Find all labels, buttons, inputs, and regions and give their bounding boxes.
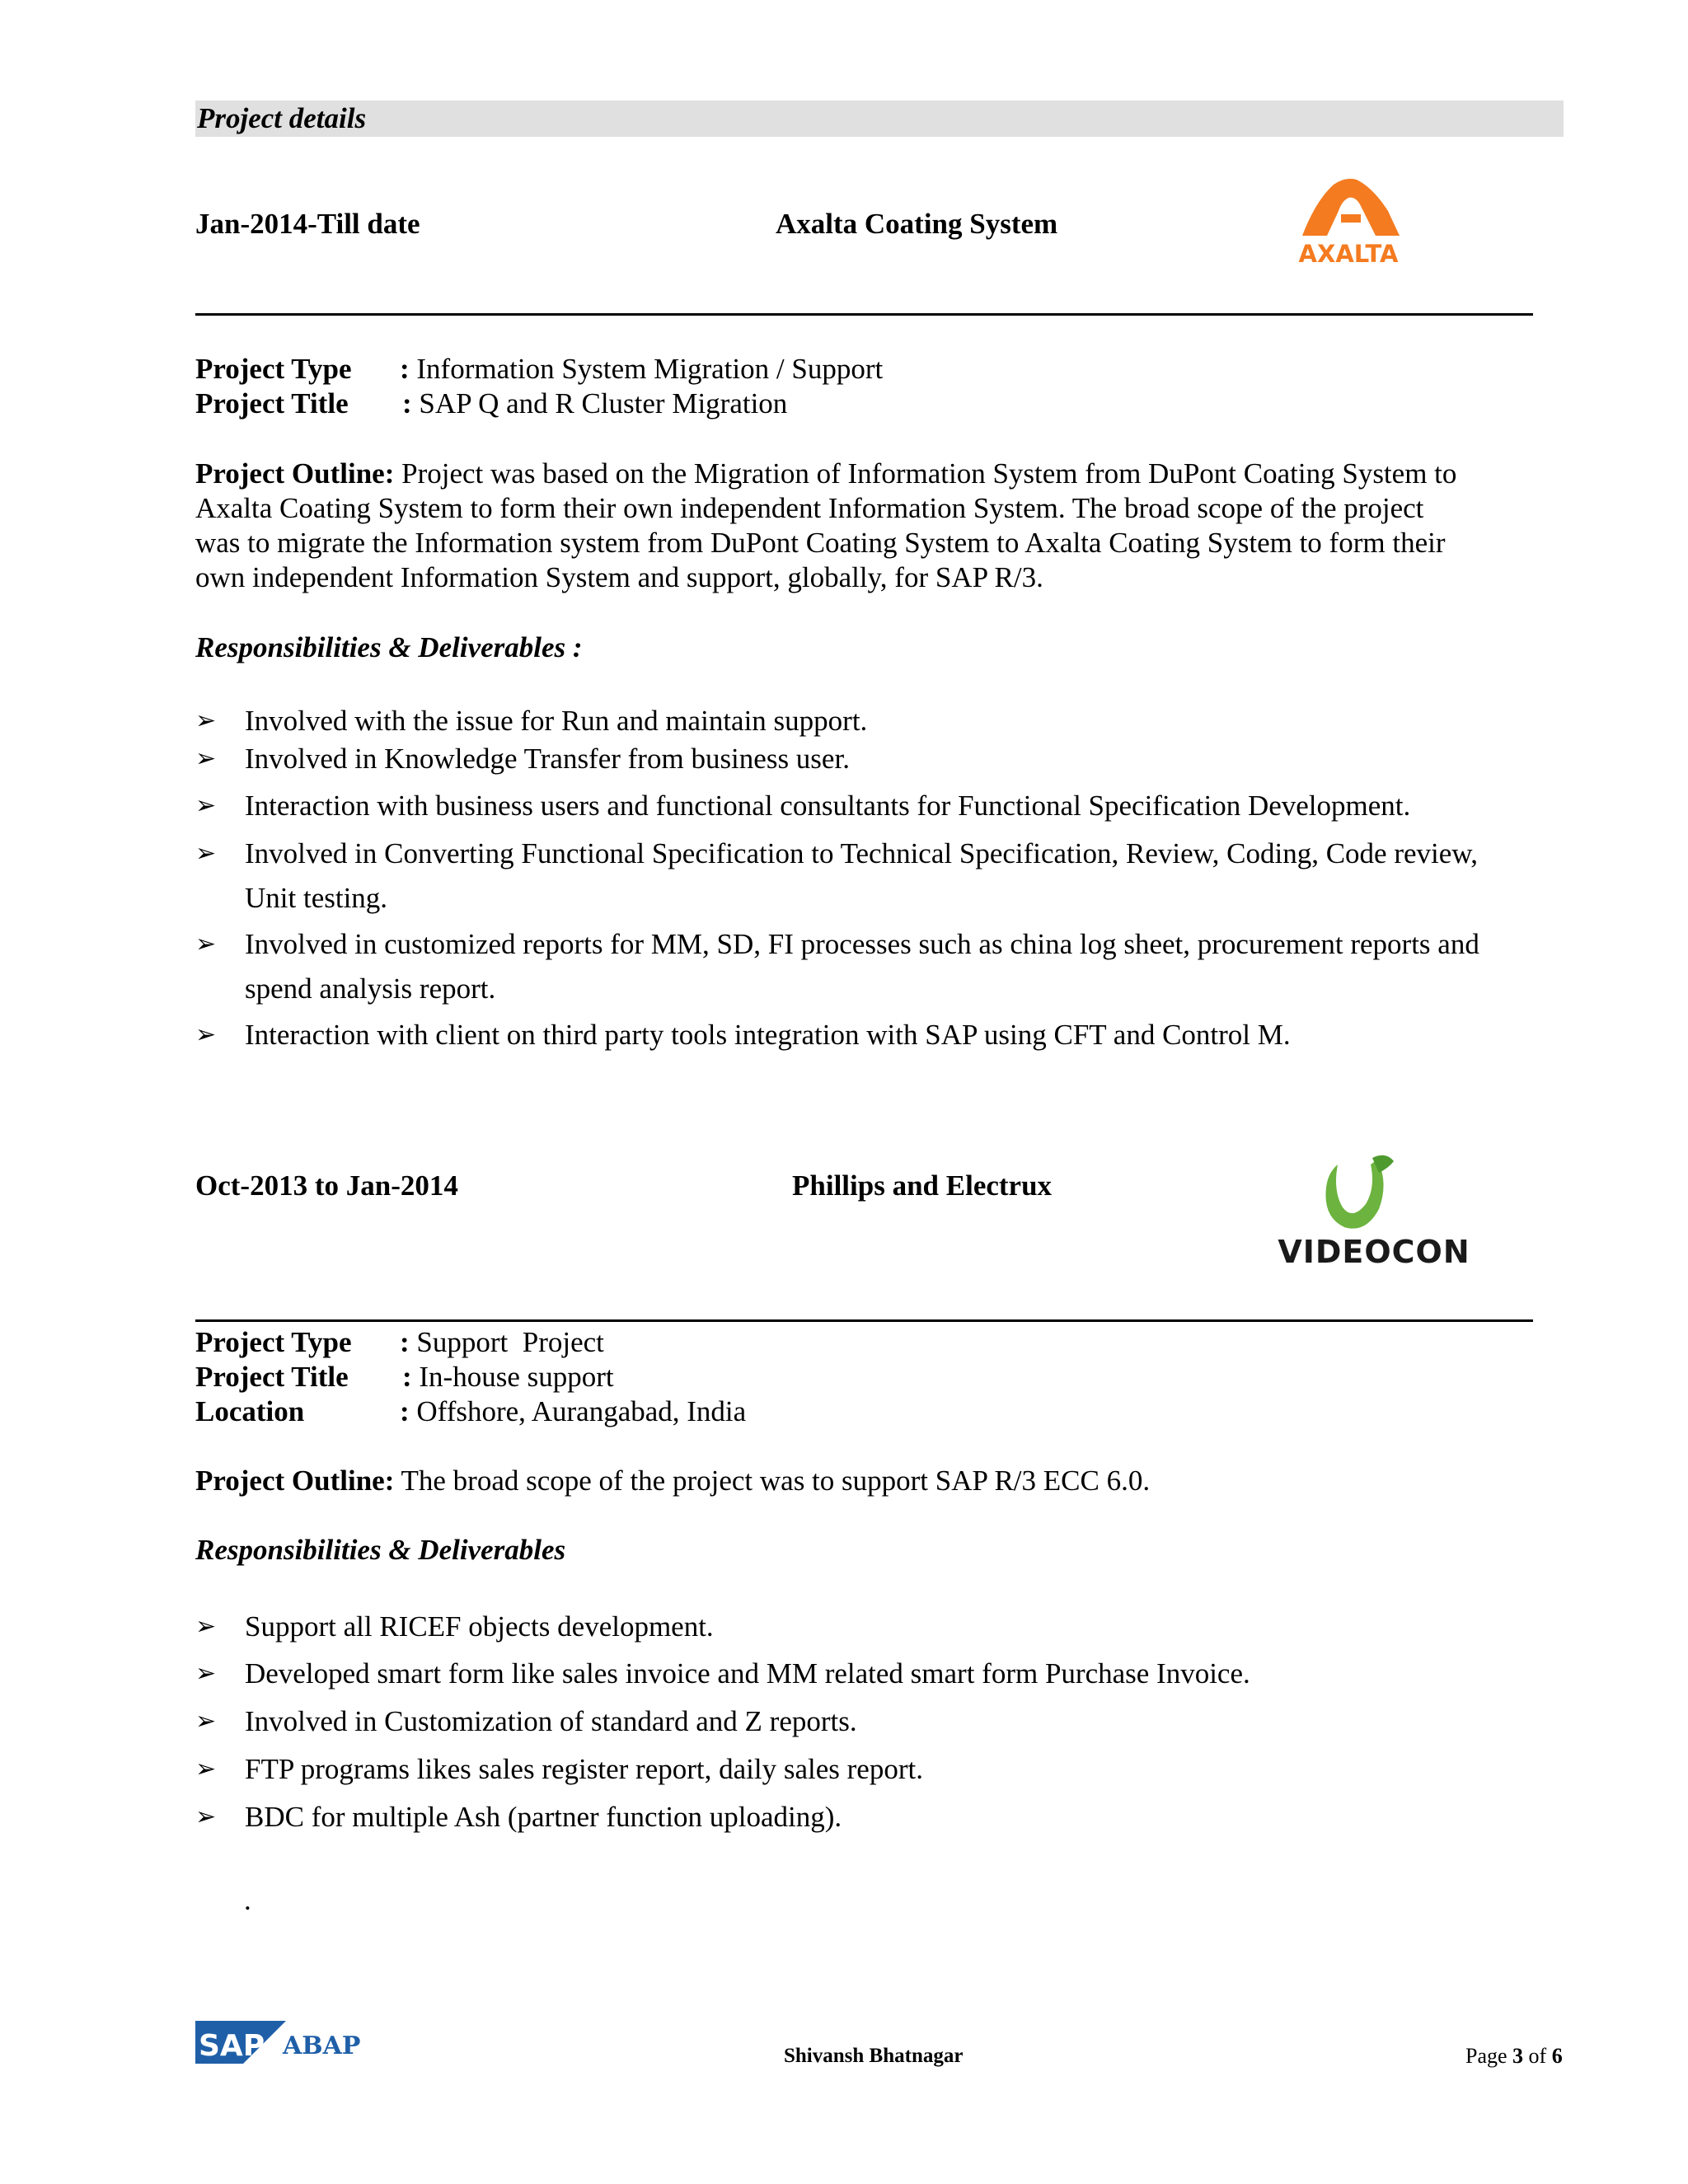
project-2-dates: Oct-2013 to Jan-2014 bbox=[195, 1169, 458, 1202]
project-outline-line-4: own independent Information System and support, globally, for SAP R/3. bbox=[195, 561, 1043, 593]
arrow-bullet-icon: ➢ bbox=[195, 1707, 217, 1736]
section-header-bar bbox=[195, 101, 1564, 137]
list-item: ➢ Involved in Customization of standard and Z reports. bbox=[195, 1699, 1564, 1744]
project-1-title-row: Project Title : SAP Q and R Cluster Migration bbox=[195, 387, 788, 419]
project-title-label: Project Title bbox=[195, 387, 349, 419]
arrow-bullet-icon: ➢ bbox=[195, 791, 217, 820]
project-type-value: Support Project bbox=[416, 1326, 604, 1358]
list-item: ➢ Developed smart form like sales invoice and MM related smart form Purchase Invoice. bbox=[195, 1652, 1564, 1696]
project-outline-line-2: Axalta Coating System to form their own independent Information System. The broad scope of the project bbox=[195, 492, 1424, 524]
project-2-divider bbox=[195, 1319, 1533, 1322]
project-outline-line-1: Project was based on the Migration of Information System from DuPont Coating System to bbox=[401, 457, 1457, 490]
abap-logo-text: ABAP bbox=[283, 2032, 361, 2060]
list-item: ➢ Involved in Converting Functional Specification to Technical Specification, Review, Coding, Code review, Unit testing. bbox=[195, 832, 1564, 921]
arrow-bullet-icon: ➢ bbox=[195, 839, 217, 868]
arrow-bullet-icon: ➢ bbox=[195, 1802, 217, 1831]
sap-abap-logo bbox=[195, 2018, 410, 2067]
project-2-client: Phillips and Electrux bbox=[792, 1169, 1053, 1202]
project-2-resp-heading: Responsibilities & Deliverables bbox=[195, 1534, 566, 1566]
section-title: Project details bbox=[197, 102, 367, 134]
project-type-label: Project Type bbox=[195, 1326, 352, 1358]
trailing-dot: . bbox=[244, 1884, 251, 1916]
project-title-value: SAP Q and R Cluster Migration bbox=[419, 387, 788, 419]
project-2-title-row: Project Title : In-house support bbox=[195, 1361, 614, 1393]
footer-page-number: Page 3 of 6 bbox=[1465, 2044, 1563, 2068]
arrow-bullet-icon: ➢ bbox=[195, 930, 217, 958]
arrow-bullet-icon: ➢ bbox=[195, 1020, 217, 1049]
project-1-divider bbox=[195, 313, 1533, 316]
project-type-label: Project Type bbox=[195, 353, 352, 385]
location-label: Location bbox=[195, 1395, 305, 1427]
project-outline-label: Project Outline: bbox=[195, 1465, 395, 1497]
arrow-bullet-icon: ➢ bbox=[195, 1659, 217, 1688]
project-1-resp-heading: Responsibilities & Deliverables : bbox=[195, 631, 583, 663]
location-value: Offshore, Aurangabad, India bbox=[416, 1395, 747, 1427]
list-item: ➢ Involved in customized reports for MM, SD, FI processes such as china log sheet, procurement reports and spend analysis report. bbox=[195, 922, 1564, 1011]
project-1-outline bbox=[195, 457, 1547, 595]
list-item: ➢ BDC for multiple Ash (partner function uploading). bbox=[195, 1795, 1564, 1840]
list-item: ➢ Involved with the issue for Run and maintain support. bbox=[195, 699, 1564, 743]
videocon-logo-text: VIDEOCON bbox=[1278, 1234, 1470, 1269]
axalta-logo bbox=[1276, 173, 1421, 268]
arrow-bullet-icon: ➢ bbox=[195, 1755, 217, 1783]
arrow-bullet-icon: ➢ bbox=[195, 706, 217, 735]
project-title-label: Project Title bbox=[195, 1361, 349, 1393]
list-item: ➢ FTP programs likes sales register report, daily sales report. bbox=[195, 1747, 1564, 1792]
arrow-bullet-icon: ➢ bbox=[195, 1612, 217, 1641]
project-title-value: In-house support bbox=[419, 1361, 614, 1393]
project-1-type-row: Project Type : Information System Migration / Support bbox=[195, 353, 884, 385]
arrow-bullet-icon: ➢ bbox=[195, 744, 217, 773]
project-2-type-row: Project Type : Support Project bbox=[195, 1326, 604, 1358]
project-1-dates: Jan-2014-Till date bbox=[195, 208, 420, 240]
project-2-outline bbox=[195, 1464, 1150, 1498]
project-outline-line-3: was to migrate the Information system from DuPont Coating System to Axalta Coating System to form their bbox=[195, 527, 1446, 559]
project-outline-text: The broad scope of the project was to support SAP R/3 ECC 6.0. bbox=[401, 1465, 1151, 1497]
list-item: ➢ Interaction with business users and functional consultants for Functional Specification Development. bbox=[195, 784, 1564, 828]
footer-author: Shivansh Bhatnagar bbox=[784, 2045, 964, 2067]
videocon-logo-icon bbox=[1273, 1150, 1475, 1269]
project-outline-label: Project Outline: bbox=[195, 457, 395, 490]
list-item: ➢ Interaction with client on third party tools integration with SAP using CFT and Control M. bbox=[195, 1013, 1564, 1057]
axalta-logo-text: AXALTA bbox=[1298, 240, 1399, 268]
project-type-value: Information System Migration / Support bbox=[416, 353, 884, 385]
sap-logo-text: SAP bbox=[199, 2029, 265, 2063]
sap-abap-logo-icon bbox=[195, 2018, 410, 2067]
list-item: ➢ Involved in Knowledge Transfer from business user. bbox=[195, 737, 1564, 781]
project-1-client: Axalta Coating System bbox=[776, 208, 1058, 240]
project-2-location-row: Location : Offshore, Aurangabad, India bbox=[195, 1395, 747, 1427]
axalta-logo-icon bbox=[1276, 173, 1421, 268]
videocon-logo bbox=[1273, 1150, 1475, 1269]
list-item: ➢ Support all RICEF objects development. bbox=[195, 1605, 1564, 1649]
